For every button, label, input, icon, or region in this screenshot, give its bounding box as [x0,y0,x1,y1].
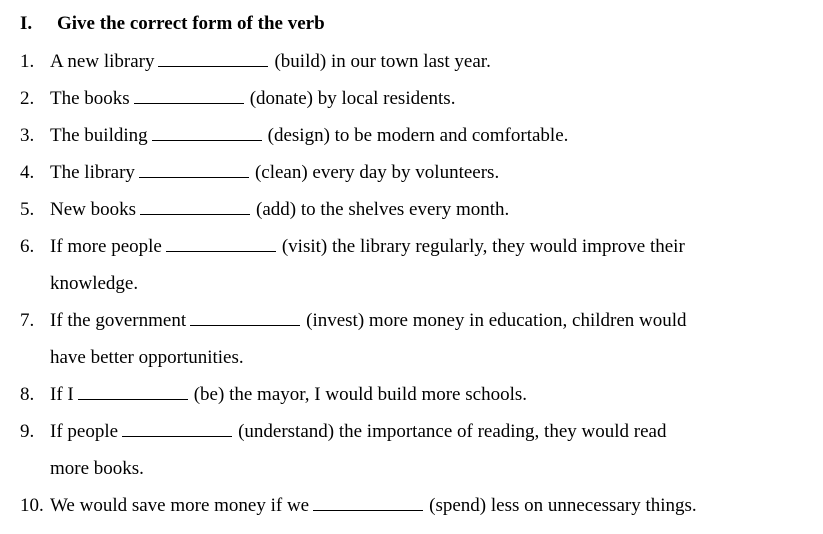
question-stem: If the government [50,310,187,331]
section-numeral: I. [20,13,33,34]
question-8 [20,376,823,413]
question-verb-rest: (add) to the shelves every month. [256,199,510,220]
question-verb-rest: (spend) less on unnecessary things. [429,495,697,516]
question-verb-rest: (clean) every day by volunteers. [254,162,500,183]
question-verb-rest: (donate) by local residents. [249,88,456,109]
answer-blank[interactable] [78,385,188,400]
question-stem: New books [50,199,137,220]
question-stem: If people [50,421,119,442]
question-stem: If more people [50,236,162,257]
question-6-continuation: knowledge. [50,273,139,294]
answer-blank[interactable] [166,237,276,252]
question-6 [20,228,823,265]
question-number: 8. [20,384,35,405]
answer-blank[interactable] [190,311,300,326]
question-number: 9. [20,421,35,442]
question-number: 5. [20,199,35,220]
question-number: 6. [20,236,35,257]
question-stem: If I [50,384,74,405]
question-3 [20,117,823,154]
question-5 [20,191,823,228]
question-number: 2. [20,88,35,109]
question-stem: The building [50,125,148,146]
question-stem: The library [50,162,135,183]
answer-blank[interactable] [140,200,250,215]
question-verb-rest: (design) to be modern and comfortable. [267,125,569,146]
question-verb-rest: (invest) more money in education, children would [306,310,687,331]
question-number: 1. [20,51,35,72]
question-verb-rest: (visit) the library regularly, they would improve their [281,236,685,257]
question-number: 10. [20,495,44,516]
question-4 [20,154,823,191]
question-stem: A new library [50,51,155,72]
question-verb-rest: (understand) the importance of reading, they would read [238,421,667,442]
question-number: 7. [20,310,35,331]
question-stem: We would save more money if we [50,495,310,516]
question-7 [20,302,823,339]
answer-blank[interactable] [313,496,423,511]
section-title: Give the correct form of the verb [57,13,325,34]
question-10 [20,487,823,524]
answer-blank[interactable] [139,163,249,178]
question-number: 3. [20,125,35,146]
question-7-continuation: have better opportunities. [50,347,244,368]
question-number: 4. [20,162,35,183]
answer-blank[interactable] [158,52,268,67]
section-heading [20,12,823,38]
answer-blank[interactable] [122,422,232,437]
question-2 [20,80,823,117]
question-9 [20,413,823,450]
question-verb-rest: (be) the mayor, I would build more schools. [193,384,527,405]
question-1 [20,43,823,80]
answer-blank[interactable] [134,89,244,104]
answer-blank[interactable] [152,126,262,141]
question-verb-rest: (build) in our town last year. [274,51,491,72]
question-9-continuation: more books. [50,458,144,479]
question-stem: The books [50,88,130,109]
